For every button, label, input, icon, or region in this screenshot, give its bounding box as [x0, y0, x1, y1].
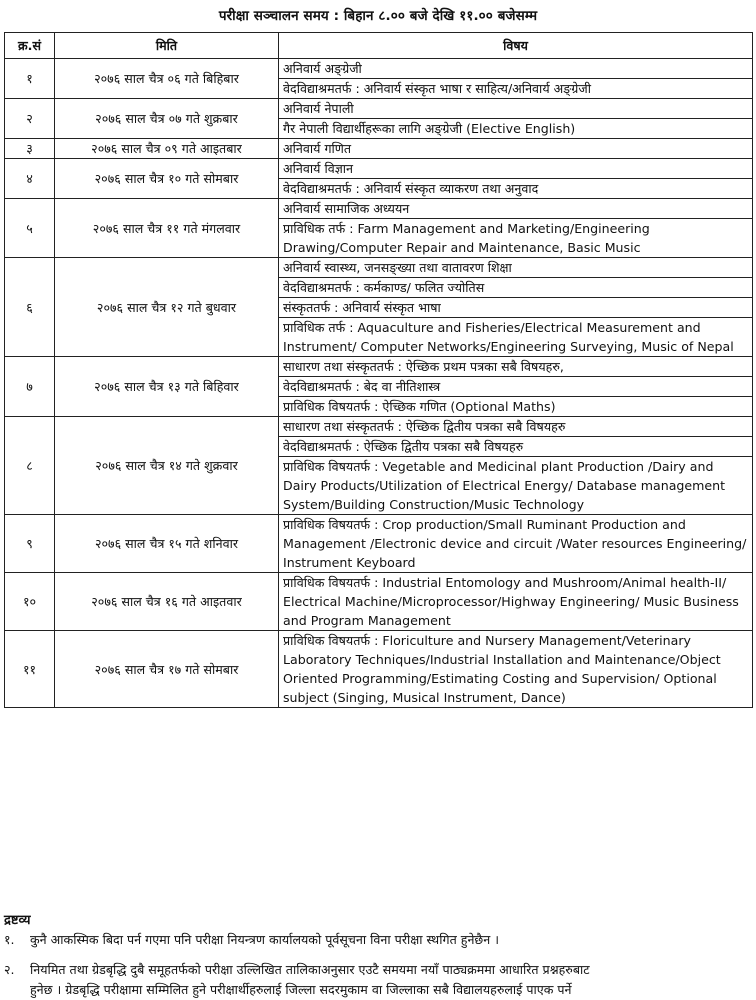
- exam-date-cell: २०७६ साल चैत्र १७ गते सोमबार: [55, 631, 279, 708]
- subject-cell: प्राविधिक तर्फ : Farm Management and Marketing/Engineering Drawing/Computer Repair and Maintenance, Basic Music: [279, 219, 753, 258]
- subject-cell: संस्कृततर्फ : अनिवार्य संस्कृत भाषा: [279, 298, 753, 318]
- note-number: २.: [4, 962, 15, 977]
- note-number: १.: [4, 932, 15, 947]
- exam-date-cell: २०७६ साल चैत्र १२ गते बुधवार: [55, 258, 279, 357]
- table-row: [5, 631, 753, 708]
- serial-number-cell: ९: [5, 515, 55, 573]
- table-row: [5, 159, 753, 179]
- subject-cell: प्राविधिक विषयतर्फ : Industrial Entomology and Mushroom/Animal health-II/ Electrical Machine/Microprocessor/Highway Engineering/ Music Business and Program Management: [279, 573, 753, 631]
- exam-date-cell: २०७६ साल चैत्र ०९ गते आइतबार: [55, 139, 279, 159]
- table-row: [5, 199, 753, 219]
- exam-date-cell: २०७६ साल चैत्र १४ गते शुक्रवार: [55, 417, 279, 515]
- subject-cell: अनिवार्य सामाजिक अध्ययन: [279, 199, 753, 219]
- exam-date-cell: २०७६ साल चैत्र ११ गते मंगलवार: [55, 199, 279, 258]
- note-text: हुनेछ । ग्रेडबृद्धि परीक्षामा सम्मिलित हुने परीक्षार्थीहरुलाई जिल्ला सदरमुकाम वा जिल्लाका सबै विद्यालयहरुलाई पाएक पर्ने: [30, 982, 572, 997]
- subject-cell: प्राविधिक विषयतर्फ : ऐच्छिक गणित (Optional Maths): [279, 397, 753, 417]
- serial-number-cell: ३: [5, 139, 55, 159]
- exam-date-cell: २०७६ साल चैत्र ०६ गते बिहिबार: [55, 59, 279, 99]
- table-row: [5, 258, 753, 278]
- exam-date-cell: २०७६ साल चैत्र १० गते सोमबार: [55, 159, 279, 199]
- subject-cell: साधारण तथा संस्कृततर्फ : ऐच्छिक द्वितीय पत्रका सबै विषयहरु: [279, 417, 753, 437]
- header-serial: क्र.सं: [5, 33, 55, 59]
- header-subject: विषय: [279, 33, 753, 59]
- serial-number-cell: १: [5, 59, 55, 99]
- subject-cell: अनिवार्य स्वास्थ्य, जनसङ्ख्या तथा वातावरण शिक्षा: [279, 258, 753, 278]
- note-text: नियमित तथा ग्रेडबृद्धि दुबै समूहतर्फको परीक्षा उल्लिखित तालिकाअनुसार एउटै समयमा नयाँ पाठ्यक्रममा आधारित प्रश्नहरुबाट: [30, 962, 590, 977]
- serial-number-cell: ४: [5, 159, 55, 199]
- subject-cell: प्राविधिक विषयतर्फ : Floriculture and Nursery Management/Veterinary Laboratory Techniques/Industrial Installation and Maintenance/Object Oriented Programming/Estimating Costing and Supervision/ Optional subject (Singing, Musical Instrument, Dance): [279, 631, 753, 708]
- exam-date-cell: २०७६ साल चैत्र १६ गते आइतवार: [55, 573, 279, 631]
- table-body: [5, 59, 753, 708]
- note-text: कुनै आकस्मिक बिदा पर्न गएमा पनि परीक्षा नियन्त्रण कार्यालयको पूर्वसूचना विना परीक्षा स्थगित हुनेछैन ।: [30, 932, 500, 947]
- subject-cell: वेदविद्याश्रमतर्फ : ऐच्छिक द्वितीय पत्रका सबै विषयहरु: [279, 437, 753, 457]
- subject-cell: प्राविधिक विषयतर्फ : Vegetable and Medicinal plant Production /Dairy and Dairy Products/Utilization of Electrical Energy/ Database management System/Building Construction/Music Technology: [279, 457, 753, 515]
- serial-number-cell: ५: [5, 199, 55, 258]
- table-row: [5, 139, 753, 159]
- table-row: [5, 357, 753, 377]
- exam-date-cell: २०७६ साल चैत्र १३ गते बिहिवार: [55, 357, 279, 417]
- exam-date-cell: २०७६ साल चैत्र १५ गते शनिवार: [55, 515, 279, 573]
- subject-cell: वेदविद्याश्रमतर्फ : कर्मकाण्ड/ फलित ज्योतिस: [279, 278, 753, 298]
- serial-number-cell: २: [5, 99, 55, 139]
- subject-cell: अनिवार्य विज्ञान: [279, 159, 753, 179]
- notes-heading: द्रष्टव्य: [4, 913, 31, 928]
- serial-number-cell: ७: [5, 357, 55, 417]
- serial-number-cell: ६: [5, 258, 55, 357]
- serial-number-cell: ११: [5, 631, 55, 708]
- table-row: [5, 99, 753, 119]
- subject-cell: गैर नेपाली विद्यार्थीहरूका लागि अङ्ग्रेजी (Elective English): [279, 119, 753, 139]
- subject-cell: वेदविद्याश्रमतर्फ : अनिवार्य संस्कृत व्याकरण तथा अनुवाद: [279, 179, 753, 199]
- subject-cell: प्राविधिक तर्फ : Aquaculture and Fisheries/Electrical Measurement and Instrument/ Computer Networks/Engineering Surveying, Music of Nepal: [279, 318, 753, 357]
- subject-cell: वेदविद्याश्रमतर्फ : अनिवार्य संस्कृत भाषा र साहित्य/अनिवार्य अङ्ग्रेजी: [279, 79, 753, 99]
- serial-number-cell: ८: [5, 417, 55, 515]
- table-row: [5, 573, 753, 631]
- subject-cell: वेदविद्याश्रमतर्फ : बेद वा नीतिशास्त्र: [279, 377, 753, 397]
- exam-schedule-table: [4, 32, 753, 708]
- table-header-row: [5, 33, 753, 59]
- subject-cell: अनिवार्य नेपाली: [279, 99, 753, 119]
- header-date: मिति: [55, 33, 279, 59]
- subject-cell: प्राविधिक विषयतर्फ : Crop production/Small Ruminant Production and Management /Electronic device and circuit /Water resources Engineering/ Instrument Keyboard: [279, 515, 753, 573]
- table-row: [5, 515, 753, 573]
- subject-cell: साधारण तथा संस्कृततर्फ : ऐच्छिक प्रथम पत्रका सबै विषयहरु,: [279, 357, 753, 377]
- serial-number-cell: १०: [5, 573, 55, 631]
- subject-cell: अनिवार्य अङ्ग्रेजी: [279, 59, 753, 79]
- subject-cell: अनिवार्य गणित: [279, 139, 753, 159]
- exam-date-cell: २०७६ साल चैत्र ०७ गते शुक्रबार: [55, 99, 279, 139]
- table-row: [5, 59, 753, 79]
- exam-time-title: परीक्षा सञ्चालन समय : बिहान ८.०० बजे देखि ११.०० बजेसम्म: [218, 8, 538, 24]
- table-row: [5, 417, 753, 437]
